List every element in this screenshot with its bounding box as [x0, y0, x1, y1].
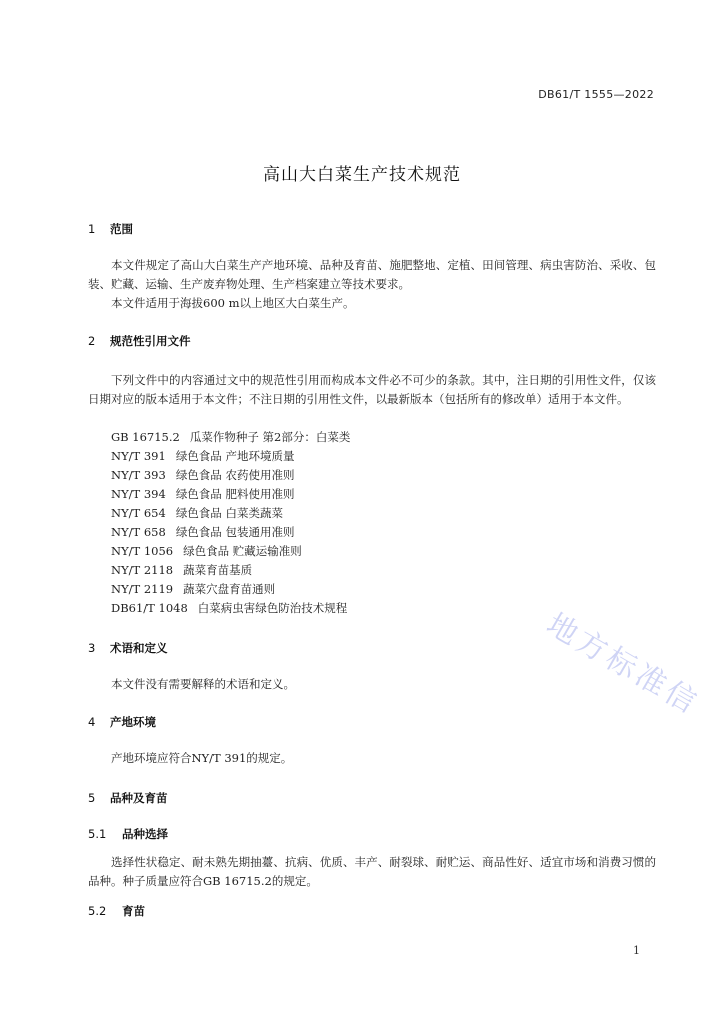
reference-item	[111, 485, 350, 504]
reference-code: NY/T 1056	[111, 544, 174, 558]
reference-title: 绿色食品 肥料使用准则	[175, 487, 295, 501]
section-number: 2	[88, 334, 96, 348]
reference-code: DB61/T 1048	[111, 601, 188, 615]
reference-code: NY/T 391	[111, 449, 166, 463]
reference-code: NY/T 394	[111, 487, 166, 501]
reference-item	[111, 504, 350, 523]
subsection-title: 品种选择	[122, 827, 169, 841]
reference-code: NY/T 2119	[111, 582, 174, 596]
watermark: 地方标准信	[540, 606, 706, 723]
reference-title: 瓜菜作物种子 第2部分：白菜类	[189, 430, 351, 444]
section-title: 规范性引用文件	[110, 334, 191, 348]
paragraph: 选择性状稳定、耐未熟先期抽薹、抗病、优质、丰产、耐裂球、耐贮运、商品性好、适宜市场和消费习惯的品种。种子质量应符合GB 16715.2的规定。	[88, 855, 656, 888]
section-number: 4	[88, 715, 96, 729]
reference-list	[111, 428, 350, 618]
paragraph: 本文件没有需要解释的术语和定义。	[111, 677, 295, 691]
section-title: 品种及育苗	[110, 791, 168, 805]
section-title: 术语和定义	[110, 641, 168, 655]
reference-title: 绿色食品 贮藏运输准则	[183, 544, 302, 558]
reference-item	[111, 561, 350, 580]
reference-code: GB 16715.2	[111, 430, 180, 444]
reference-title: 白菜病虫害绿色防治技术规程	[197, 601, 348, 615]
subsection-5-2-heading	[88, 903, 145, 919]
subsection-title: 育苗	[122, 904, 146, 918]
reference-code: NY/T 2118	[111, 563, 174, 577]
subsection-number: 5.2	[88, 904, 107, 918]
reference-title: 绿色食品 包装通用准则	[175, 525, 295, 539]
paragraph: 本文件规定了高山大白菜生产产地环境、品种及育苗、施肥整地、定植、田间管理、病虫害防治、采收、包装、贮藏、运输、生产废弃物处理、生产档案建立等技术要求。	[88, 258, 656, 291]
section-5-heading	[88, 790, 168, 806]
section-number: 3	[88, 641, 96, 655]
subsection-number: 5.1	[88, 827, 107, 841]
section-1-heading	[88, 221, 133, 237]
section-title: 产地环境	[110, 715, 157, 729]
reference-code: NY/T 658	[111, 525, 166, 539]
reference-title: 蔬菜育苗基质	[183, 563, 253, 577]
paragraph: 本文件适用于海拔600 m以上地区大白菜生产。	[111, 296, 355, 310]
reference-title: 蔬菜穴盘育苗通则	[183, 582, 276, 596]
reference-title: 绿色食品 农药使用准则	[175, 468, 295, 482]
reference-code: NY/T 654	[111, 506, 166, 520]
standard-number: DB61/T 1555—2022	[538, 88, 654, 101]
reference-code: NY/T 393	[111, 468, 166, 482]
section-4-heading	[88, 714, 156, 730]
section-title: 范围	[110, 222, 134, 236]
reference-item	[111, 542, 350, 561]
section-2-heading	[88, 333, 191, 349]
reference-title: 绿色食品 产地环境质量	[175, 449, 295, 463]
section-number: 5	[88, 791, 96, 805]
page-number: 1	[633, 944, 640, 957]
reference-item	[111, 428, 350, 447]
section-number: 1	[88, 222, 96, 236]
document-title: 高山大白菜生产技术规范	[263, 165, 461, 185]
section-3-heading	[88, 640, 168, 656]
subsection-5-1-heading	[88, 826, 168, 842]
reference-item	[111, 580, 350, 599]
reference-item	[111, 447, 350, 466]
paragraph: 产地环境应符合NY/T 391的规定。	[111, 751, 293, 765]
reference-title: 绿色食品 白菜类蔬菜	[175, 506, 283, 520]
reference-item	[111, 599, 350, 618]
reference-item	[111, 523, 350, 542]
reference-item	[111, 466, 350, 485]
paragraph: 下列文件中的内容通过文中的规范性引用而构成本文件必不可少的条款。其中，注日期的引用性文件，仅该日期对应的版本适用于本文件；不注日期的引用性文件，以最新版本（包括所有的修改单）适用于本文件。	[88, 373, 656, 406]
